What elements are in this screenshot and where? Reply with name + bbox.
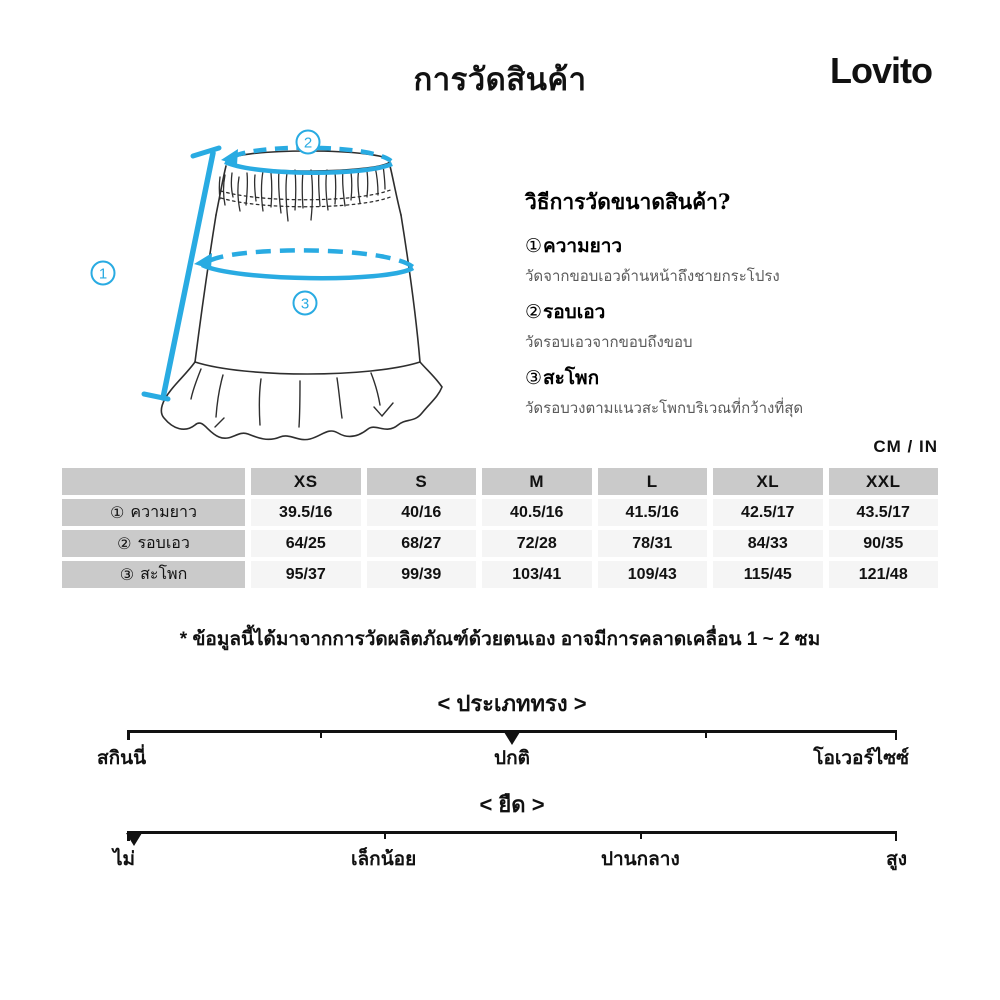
- instruction-desc: วัดรอบเอวจากขอบถึงขอบ: [525, 333, 693, 351]
- scale-tick-67: [640, 831, 642, 839]
- scale-label-skinny: สกินนี่: [97, 748, 147, 769]
- scale-tick-75: [705, 730, 707, 738]
- brand-text: Lovito: [830, 50, 932, 91]
- fit-type-scale-title: < ประเภททรง >: [437, 691, 587, 716]
- scale-label-slight: เล็กน้อย: [351, 849, 417, 870]
- ruffle-folds: [191, 369, 393, 427]
- cell-waist-xxl: 90/35: [829, 530, 939, 557]
- col-header-s: S: [367, 468, 477, 495]
- instruction-label: ความยาว: [543, 235, 623, 257]
- marker-num-2: 2: [303, 134, 313, 152]
- instruction-item-waist: [525, 297, 945, 354]
- scale-end-right: [895, 730, 898, 740]
- instruction-label: รอบเอว: [543, 301, 606, 323]
- cell-length-m: 40.5/16: [482, 499, 592, 526]
- cell-hip-m: 103/41: [482, 561, 592, 588]
- instruction-num: ②: [525, 301, 543, 323]
- cell-waist-xs: 64/25: [251, 530, 361, 557]
- cell-hip-s: 99/39: [367, 561, 477, 588]
- brand-logo: [830, 50, 932, 92]
- size-table: [62, 468, 938, 588]
- row-label-waist: ② รอบเอว: [62, 530, 245, 557]
- cell-length-s: 40/16: [367, 499, 477, 526]
- cell-waist-s: 68/27: [367, 530, 477, 557]
- scale-label-none: ไม่: [113, 849, 136, 870]
- skirt-diagram: [75, 115, 505, 465]
- stretch-scale-title: < ยืด >: [479, 792, 545, 817]
- cell-waist-m: 72/28: [482, 530, 592, 557]
- fit-type-scale: [97, 691, 909, 769]
- measurement-note: * ข้อมูลนี้ได้มาจากการวัดผลิตภัณฑ์ด้วยตนเอง อาจมีการคลาดเคลื่อน 1 ~ 2 ซม: [179, 629, 821, 650]
- scale-label-oversize: โอเวอร์ไซซ์: [813, 748, 909, 769]
- instruction-item-hip: [525, 363, 945, 420]
- instruction-desc: วัดจากขอบเอวด้านหน้าถึงชายกระโปรง: [525, 267, 780, 285]
- col-header-xs: XS: [251, 468, 361, 495]
- scale-tick-33: [384, 831, 386, 839]
- col-header-l: L: [598, 468, 708, 495]
- measure-instructions: [525, 186, 945, 429]
- length-measure-line: [163, 153, 213, 398]
- stretch-scale: [113, 792, 907, 870]
- instructions-title: วิธีการวัดขนาดสินค้า?: [525, 189, 731, 214]
- scale-label-medium: ปานกลาง: [600, 849, 680, 870]
- instruction-num: ③: [525, 367, 543, 389]
- page-title: การวัดสินค้า: [413, 62, 587, 97]
- scale-tick-25: [320, 730, 322, 738]
- units-label: CM / IN: [873, 437, 938, 456]
- hip-arrowhead: [194, 253, 212, 269]
- cell-waist-xl: 84/33: [713, 530, 823, 557]
- marker-num-3: 3: [300, 295, 310, 313]
- cell-length-l: 41.5/16: [598, 499, 708, 526]
- col-header-xl: XL: [713, 468, 823, 495]
- hip-measure-dashed: [209, 250, 413, 267]
- cell-hip-xs: 95/37: [251, 561, 361, 588]
- measure-annotations: [92, 131, 414, 400]
- row-label-hip: ③ สะโพก: [62, 561, 245, 588]
- cell-hip-xl: 115/45: [713, 561, 823, 588]
- table-corner-cell: [62, 468, 245, 495]
- scale-end-right: [895, 831, 898, 841]
- marker-num-1: 1: [98, 265, 108, 283]
- scale-end-left: [127, 730, 130, 740]
- cell-length-xs: 39.5/16: [251, 499, 361, 526]
- row-label-length: ① ความยาว: [62, 499, 245, 526]
- instruction-item-length: [525, 231, 945, 288]
- instruction-num: ①: [525, 235, 543, 257]
- instruction-label: สะโพก: [543, 367, 600, 389]
- cell-hip-xxl: 121/48: [829, 561, 939, 588]
- instruction-desc: วัดรอบวงตามแนวสะโพกบริเวณที่กว้างที่สุด: [525, 399, 804, 417]
- scale-label-regular: ปกติ: [494, 748, 530, 769]
- waist-arrowhead: [221, 149, 238, 165]
- cell-length-xxl: 43.5/17: [829, 499, 939, 526]
- cell-length-xl: 42.5/17: [713, 499, 823, 526]
- cell-hip-l: 109/43: [598, 561, 708, 588]
- cell-waist-l: 78/31: [598, 530, 708, 557]
- scale-label-high: สูง: [886, 849, 907, 870]
- hip-measure-solid: [202, 265, 413, 278]
- col-header-m: M: [482, 468, 592, 495]
- col-header-xxl: XXL: [829, 468, 939, 495]
